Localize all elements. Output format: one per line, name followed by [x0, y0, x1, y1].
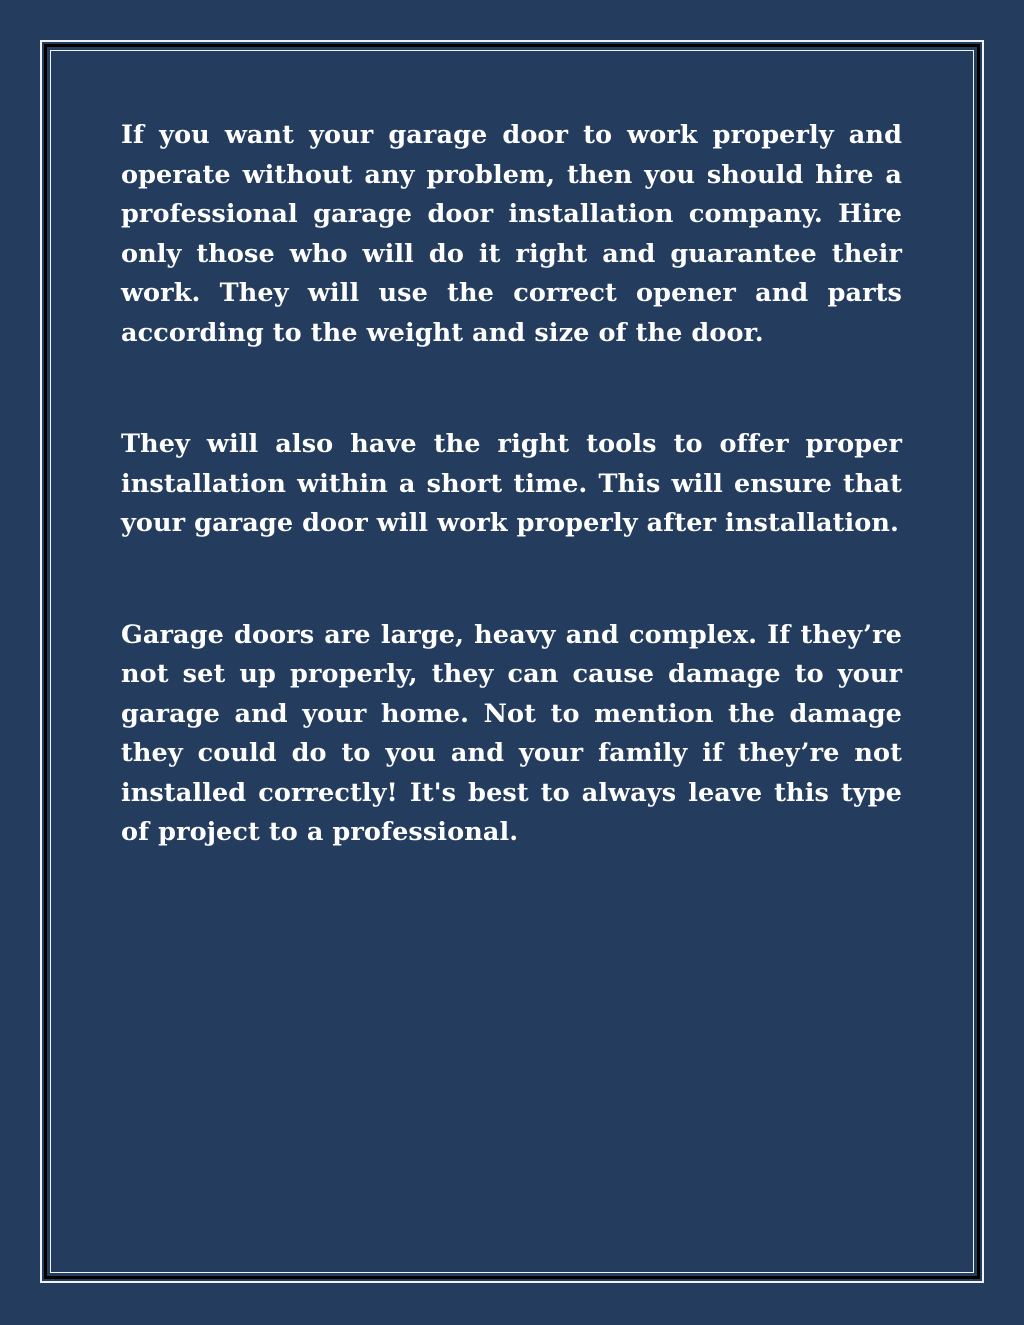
paragraph-right-tools: They will also have the right tools to offer proper installation within a short time. This will ensure that your garage door will work properly after installation. — [121, 429, 902, 538]
paragraph-garage-doors-complex: Garage doors are large, heavy and complex. If they’re not set up properly, they can cause damage to your garage and your home. Not to mention the damage they could do to you and your family if they’re not installed correctly! It's best to always leave this type of project to a professional. — [121, 619, 902, 847]
body-text — [121, 116, 902, 853]
paragraph-installation-company: If you want your garage door to work properly and operate without any problem, then you should hire a professional garage door installation company. Hire only those who will do it right and guarantee their work. They will use the correct opener and parts according to the weight and size of the door. — [121, 120, 902, 348]
